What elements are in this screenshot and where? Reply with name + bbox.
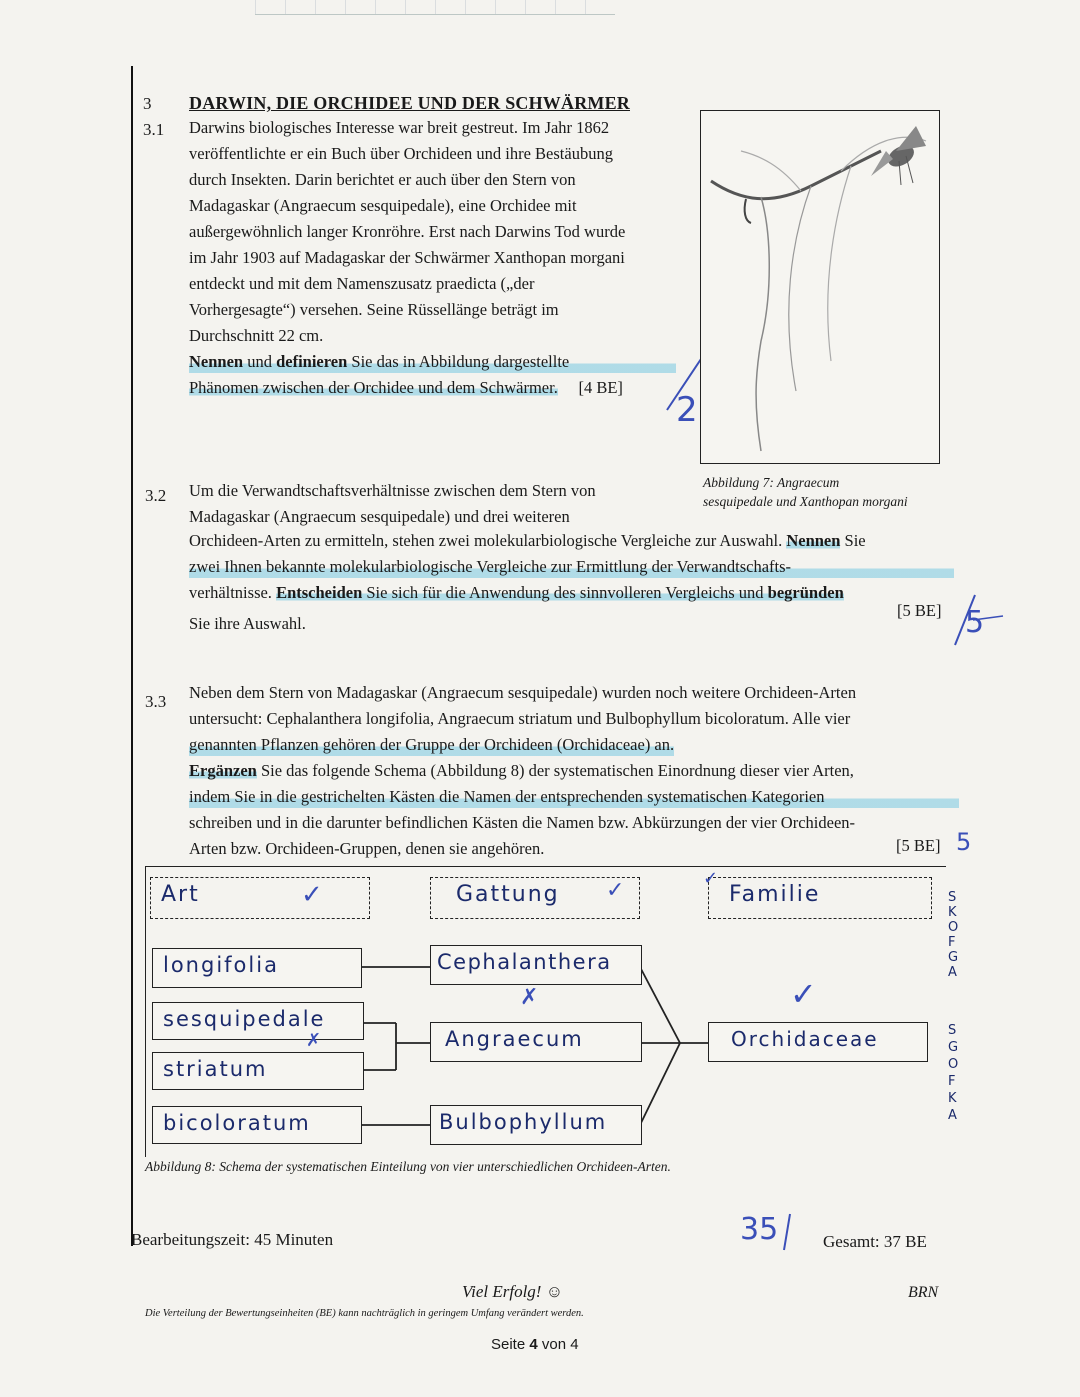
text-line: Madagaskar (Angraecum sesquipedale), eine Orchidee mit <box>189 196 577 215</box>
check-mark: ✓ <box>790 975 817 1013</box>
text-line: im Jahr 1903 auf Madagaskar der Schwärmer Xanthopan morgani <box>189 248 625 267</box>
species-label: striatum <box>163 1057 268 1081</box>
subtask-32-points: [5 BE] <box>897 601 942 620</box>
subtask-32-line3: Orchideen-Arten zu ermitteln, stehen zwei molekularbiologische Vergleiche zur Auswahl. Nennen Sie <box>189 531 866 550</box>
task-title: DARWIN, DIE ORCHIDEE UND DER SCHWÄRMER <box>189 93 630 113</box>
correction-mark: ✗ <box>306 1030 322 1051</box>
genus-box-angraecum <box>430 1022 642 1062</box>
genus-label: Cephalanthera <box>437 950 612 974</box>
genus-label: Angraecum <box>445 1027 584 1051</box>
total-score-mark: 35 <box>740 1212 779 1247</box>
caption-line: Abbildung 7: Angraecum <box>703 475 840 490</box>
species-label: sesquipedale <box>163 1007 326 1031</box>
total-score-slash <box>778 1212 798 1252</box>
species-label: bicoloratum <box>163 1111 311 1135</box>
subtask-number-33: 3.3 <box>145 692 167 711</box>
text-line: veröffentlichte er ein Buch über Orchideen und ihre Bestäubung <box>189 144 613 163</box>
species-box-striatum <box>152 1052 364 1090</box>
subtask-number-32: 3.2 <box>145 486 167 505</box>
text-line: außergewöhnlich langer Kronröhre. Erst nach Darwins Tod wurde <box>189 222 626 241</box>
good-luck: Viel Erfolg! ☺ <box>462 1282 564 1301</box>
text-line: schreiben und in die darunter befindlichen Kästen die Namen bzw. Abkürzungen der vier Orchideen- <box>189 813 856 832</box>
species-box-longifolia <box>152 948 362 988</box>
margin-note: SGOFKA <box>948 1023 959 1123</box>
category-label: Art <box>161 882 200 907</box>
subtask-32-line4: zwei Ihnen bekannte molekularbiologische Vergleiche zur Ermittlung der Verwandtschafts- <box>189 554 954 580</box>
text-line: Vorhergesagte“) versehen. Seine Rüssellänge beträgt im <box>189 300 559 319</box>
species-label: longifolia <box>163 953 279 977</box>
genus-box-bulbophyllum <box>430 1105 642 1145</box>
correction-mark: ✗ <box>520 985 539 1010</box>
text-line: untersucht: Cephalanthera longifolia, Angraecum striatum und Bulbophyllum bicoloratum. Alle vier <box>189 709 851 728</box>
genus-box-cephalanthera <box>430 945 642 985</box>
text-line: entdeckt und mit dem Namenszusatz praedicta („der <box>189 274 535 293</box>
margin-note: SKOFGA <box>948 890 959 980</box>
category-label: Familie <box>729 882 821 907</box>
text-line: Darwins biologisches Interesse war breit gestreut. Im Jahr 1862 <box>189 118 610 137</box>
subtask-32-line5: verhältnisse. Entscheiden Sie sich für die Anwendung des sinnvolleren Vergleichs und begründen <box>189 583 844 602</box>
text-line: indem Sie in die gestrichelten Kästen die Namen der entsprechenden systematischen Kategorien <box>189 784 959 810</box>
caption-line: sesquipedale und Xanthopan morgani <box>703 494 908 509</box>
subtask-number-31: 3.1 <box>143 120 165 139</box>
family-label: Orchidaceae <box>731 1027 879 1051</box>
working-time: Bearbeitungszeit: 45 Minuten <box>131 1230 334 1249</box>
task-number: 3 <box>143 94 152 113</box>
family-box-orchidaceae <box>708 1022 928 1062</box>
check-mark: ✓ <box>301 880 323 910</box>
total-points: Gesamt: 37 BE <box>823 1232 927 1251</box>
author-initials: BRN <box>908 1284 939 1301</box>
text-line: Arten bzw. Orchideen-Gruppen, denen sie angehören. <box>189 839 545 858</box>
check-mark: ✓ <box>703 868 719 889</box>
text-line: Neben dem Stern von Madagaskar (Angraecum sesquipedale) wurden noch weitere Orchideen-Arten <box>189 683 857 702</box>
check-mark: ✓ <box>606 878 625 903</box>
subtask-32-line1: Um die Verwandtschaftsverhältnisse zwischen dem Stern von <box>189 481 596 500</box>
subtask-32-line2: Madagaskar (Angraecum sesquipedale) und drei weiteren <box>189 507 570 526</box>
text-line: Ergänzen Sie das folgende Schema (Abbildung 8) der systematischen Einordnung dieser vier Arten, <box>189 761 854 780</box>
genus-label: Bulbophyllum <box>439 1110 608 1134</box>
points-note: Die Verteilung der Bewertungseinheiten (BE) kann nachträglich in geringem Umfang verändert werden. <box>145 1308 584 1319</box>
category-label: Gattung <box>456 882 560 907</box>
text-line: genannten Pflanzen gehören der Gruppe der Orchideen (Orchidaceae) an. <box>189 732 674 758</box>
task-instruction-line2: Phänomen zwischen der Orchidee und dem Schwärmer. [4 BE] <box>189 378 623 397</box>
species-box-sesquipedale <box>152 1002 364 1040</box>
score-mark-31: 2 <box>676 390 698 430</box>
species-box-bicoloratum <box>152 1106 362 1144</box>
score-mark-32: 5 <box>965 605 985 640</box>
text-line: Durchschnitt 22 cm. <box>189 326 324 345</box>
score-mark-33: 5 <box>956 828 972 856</box>
subtask-33-points: [5 BE] <box>896 836 941 855</box>
figure-8-caption: Abbildung 8: Schema der systematischen Einteilung von vier unterschiedlichen Orchideen-Arten. <box>145 1159 671 1174</box>
subtask-32-line6: Sie ihre Auswahl. <box>189 614 306 633</box>
task-instruction: Nennen und definieren Sie das in Abbildung dargestellte <box>189 349 676 375</box>
text-line: durch Insekten. Darin berichtet er auch über den Stern von <box>189 170 576 189</box>
page-number: Seite 4 von 4 <box>491 1336 579 1353</box>
